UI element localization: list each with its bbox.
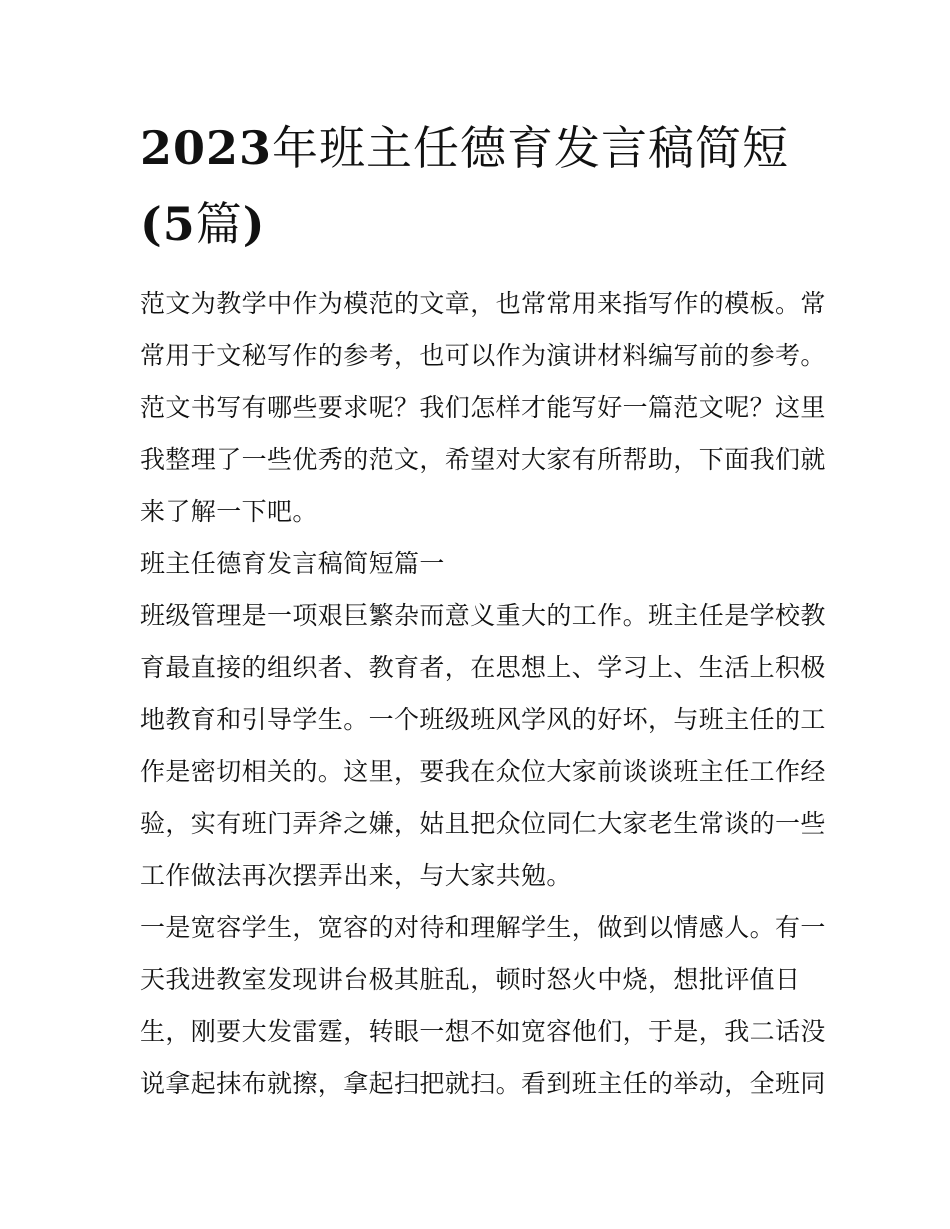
body-line: 班级管理是一项艰巨繁杂而意义重大的工作。班主任是学校教	[140, 601, 826, 630]
body-line: 验，实有班门弄斧之嫌，姑且把众位同仁大家老生常谈的一些	[140, 809, 826, 838]
title-count-close: )	[242, 197, 266, 251]
body-line: 天我进教室发现讲台极其脏乱，顿时怒火中烧，想批评值日	[140, 965, 801, 994]
body-line: 常用于文秘写作的参考，也可以作为演讲材料编写前的参考。	[140, 341, 826, 370]
document-title	[140, 110, 820, 262]
title-count-open: (5	[140, 197, 196, 251]
title-year: 2023	[140, 121, 273, 175]
body-line: 我整理了一些优秀的范文，希望对大家有所帮助，下面我们就	[140, 445, 826, 474]
body-line: 地教育和引导学生。一个班级班风学风的好坏，与班主任的工	[140, 705, 826, 734]
body-line: 来了解一下吧。	[140, 497, 318, 526]
title-line1-text: 年班主任德育发言稿简短	[272, 121, 790, 175]
section-heading: 班主任德育发言稿简短篇一	[140, 549, 445, 578]
document-body	[140, 278, 826, 1110]
title-count-unit: 篇	[195, 197, 243, 251]
body-line: 育最直接的组织者、教育者，在思想上、学习上、生活上积极	[140, 653, 826, 682]
body-line: 范文为教学中作为模范的文章，也常常用来指写作的模板。常	[140, 289, 826, 318]
body-line: 范文书写有哪些要求呢？我们怎样才能写好一篇范文呢？这里	[140, 393, 826, 422]
body-line: 生，刚要大发雷霆，转眼一想不如宽容他们，于是，我二话没	[140, 1017, 826, 1046]
body-line: 作是密切相关的。这里，要我在众位大家前谈谈班主任工作经	[140, 757, 826, 786]
body-line: 工作做法再次摆弄出来，与大家共勉。	[140, 861, 572, 890]
body-line: 说拿起抹布就擦，拿起扫把就扫。看到班主任的举动，全班同	[140, 1069, 826, 1098]
body-line: 一是宽容学生，宽容的对待和理解学生，做到以情感人。有一	[140, 913, 826, 942]
